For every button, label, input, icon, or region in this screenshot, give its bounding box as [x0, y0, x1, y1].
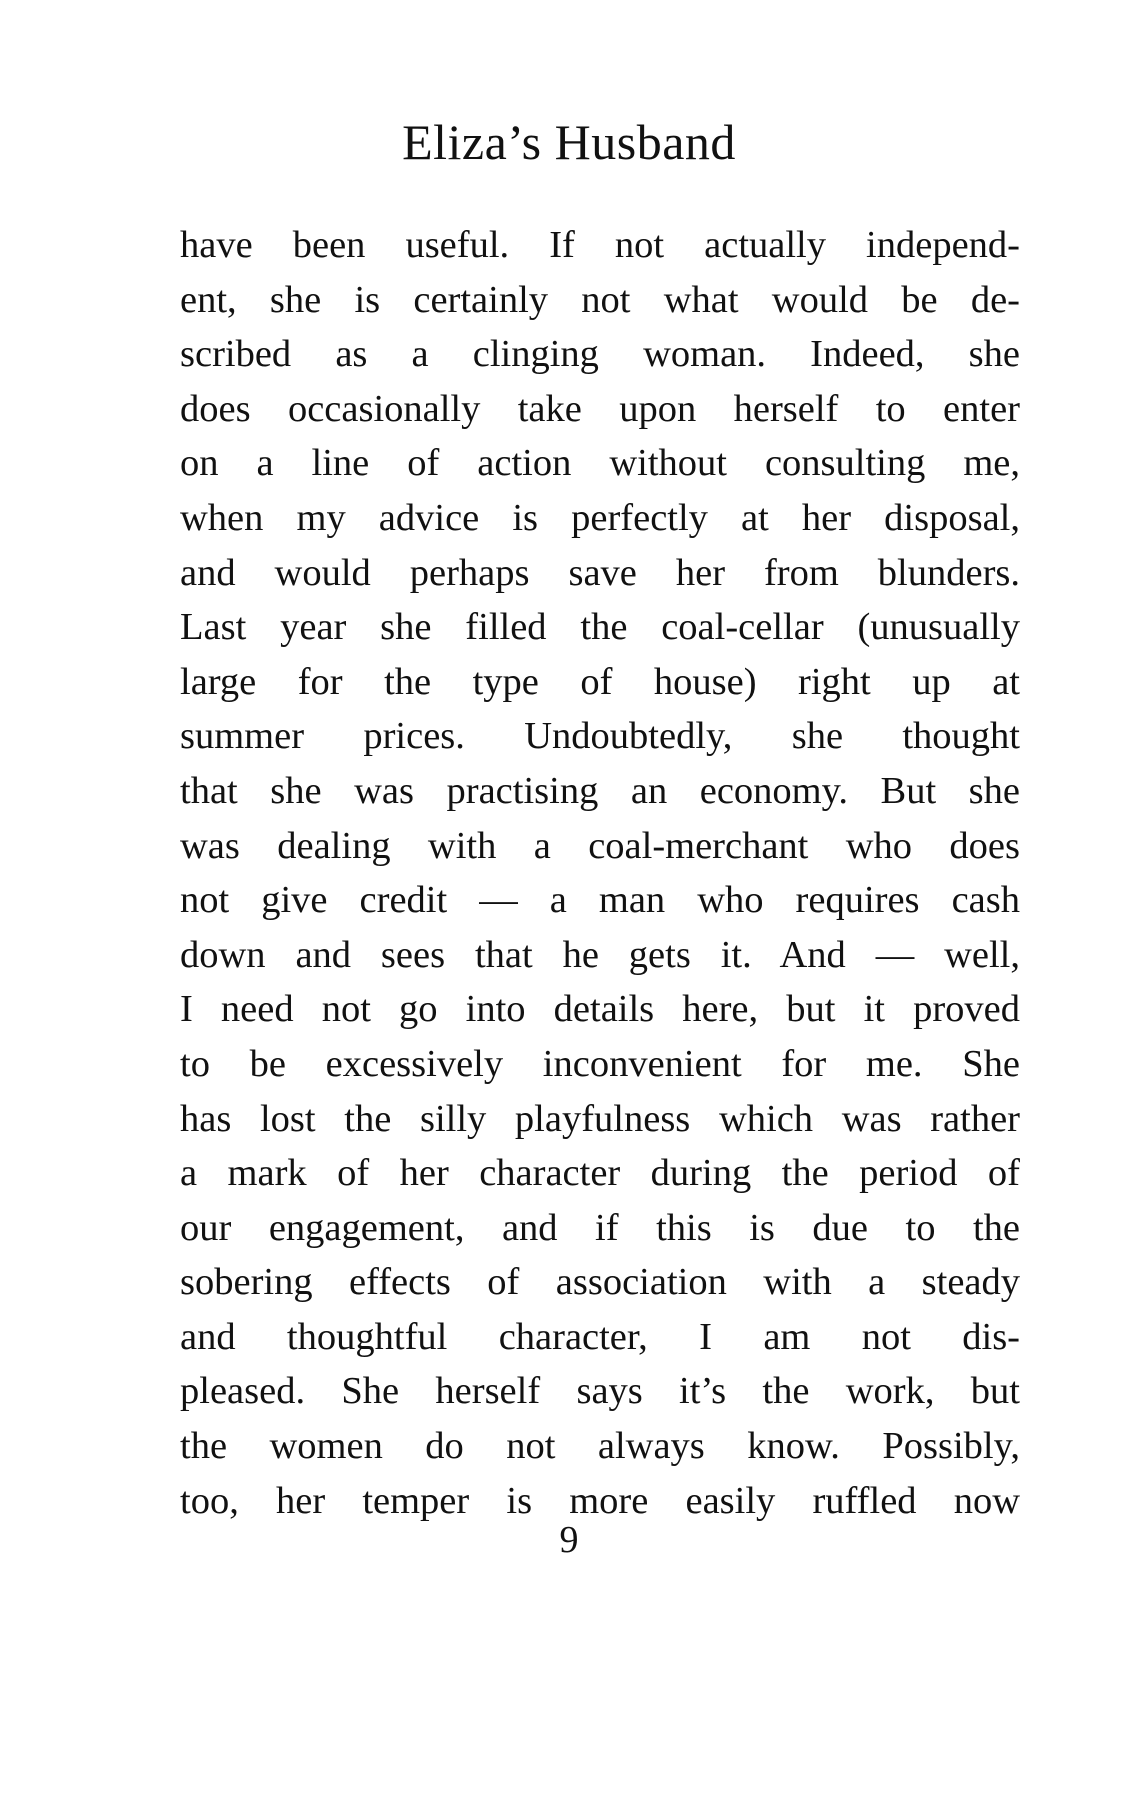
text-line: I need not go into details here, but it proved — [180, 988, 1020, 1031]
text-line: down and sees that he gets it. And — well, — [180, 933, 1020, 976]
text-line: on a line of action without consulting me, — [180, 442, 1020, 485]
text-line: scribed as a clinging woman. Indeed, she — [180, 333, 1020, 376]
text-line: large for the type of house) right up at — [180, 660, 1020, 703]
body-text — [180, 218, 1020, 1528]
text-line: was dealing with a coal-merchant who does — [180, 824, 1020, 867]
page-number: 9 — [559, 1519, 579, 1561]
text-line: sobering effects of association with a steady — [180, 1261, 1020, 1304]
text-line: Last year she filled the coal-cellar (unusually — [180, 606, 1020, 649]
text-line: to be excessively inconvenient for me. She — [180, 1042, 1020, 1085]
running-head: Eliza’s Husband — [402, 114, 736, 170]
text-line: have been useful. If not actually independ- — [180, 224, 1020, 266]
text-line: our engagement, and if this is due to the — [180, 1206, 1020, 1249]
text-line: that she was practising an economy. But she — [180, 769, 1020, 812]
text-line: and thoughtful character, I am not dis- — [180, 1315, 1020, 1358]
text-line: when my advice is perfectly at her disposal, — [180, 496, 1020, 539]
text-line: not give credit — a man who requires cash — [180, 879, 1020, 922]
text-line: pleased. She herself says it’s the work, but — [180, 1370, 1020, 1413]
text-line: a mark of her character during the period of — [180, 1152, 1020, 1195]
text-line: has lost the silly playfulness which was rather — [180, 1097, 1020, 1140]
text-line: ent, she is certainly not what would be de- — [180, 278, 1020, 321]
text-line: and would perhaps save her from blunders. — [180, 551, 1020, 594]
text-line: the women do not always know. Possibly, — [180, 1425, 1020, 1468]
text-line: too, her temper is more easily ruffled now — [180, 1479, 1020, 1522]
text-line: summer prices. Undoubtedly, she thought — [180, 715, 1020, 758]
text-line: does occasionally take upon herself to enter — [180, 387, 1020, 430]
